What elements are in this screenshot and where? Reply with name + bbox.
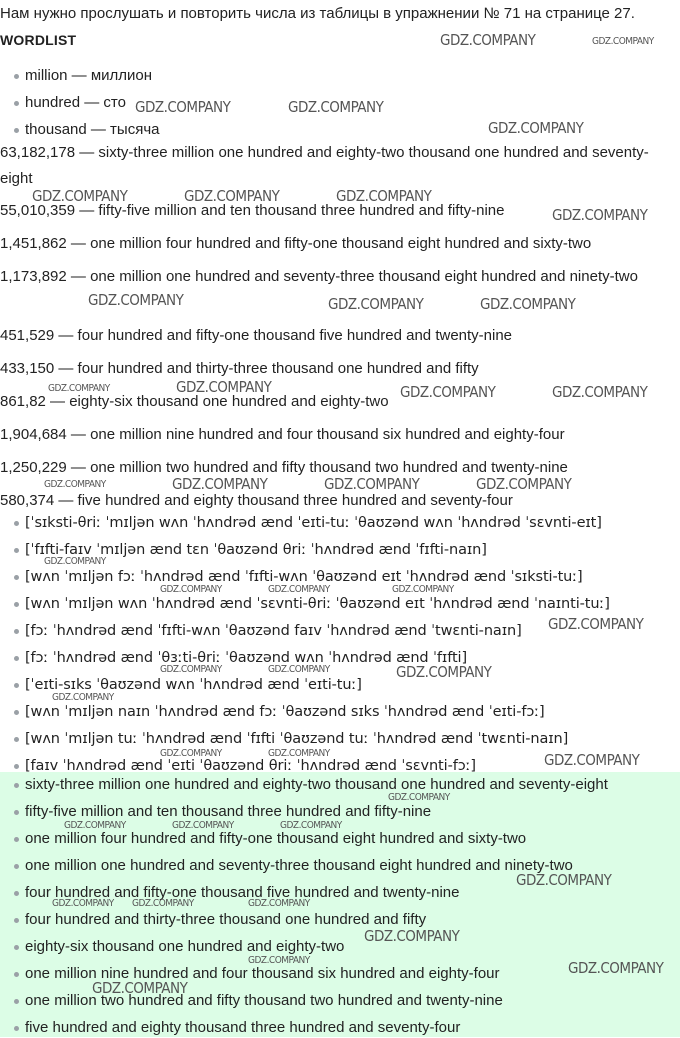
watermark: GDZ.COMPANY [248,955,310,966]
watermark: GDZ.COMPANY [288,98,384,116]
number-line: 1,904,684 — one million nine hundred and four thousand six hundred and eighty-four [0,426,565,443]
watermark: GDZ.COMPANY [440,31,536,49]
transcription-item: [ˈeɪti-sɪks ˈθaʊzənd wʌn ˈhʌndrəd ænd ˈeɪti-tuː] [25,677,362,693]
watermark: GDZ.COMPANY [160,664,222,675]
watermark: GDZ.COMPANY [516,871,612,889]
number-line: 1,173,892 — one million one hundred and seventy-three thousand eight hundred and ninety-two [0,268,638,285]
watermark: GDZ.COMPANY [160,584,222,595]
bullet [14,521,19,526]
watermark: GDZ.COMPANY [268,584,330,595]
bullet [14,945,19,950]
spelled-item: five hundred and eighty thousand three hundred and seventy-four [25,1019,461,1036]
transcription-item: [fɔː ˈhʌndrəd ænd ˈfɪfti-wʌn ˈθaʊzənd faɪv ˈhʌndrəd ænd ˈtwɛnti-naɪn] [25,623,522,639]
wordlist-item: million — миллион [25,67,153,84]
watermark: GDZ.COMPANY [268,664,330,675]
number-line: 1,250,229 — one million two hundred and fifty thousand two hundred and twenty-nine [0,459,568,476]
number-line: 1,451,862 — one million four hundred and fifty-one thousand eight hundred and sixty-two [0,235,592,252]
watermark: GDZ.COMPANY [268,748,330,759]
watermark: GDZ.COMPANY [32,187,128,205]
watermark: GDZ.COMPANY [592,36,654,47]
bullet [14,656,19,661]
bullet [14,101,19,106]
bullet [14,710,19,715]
watermark: GDZ.COMPANY [324,475,420,493]
intro-text: Нам нужно прослушать и повторить числа из таблицы в упражнении № 71 на странице 27. [0,5,635,22]
spelled-item: fifty-five million and ten thousand three hundred and fifty-nine [25,803,432,820]
spelled-item: one million nine hundred and four thousand six hundred and eighty-four [25,965,500,982]
bullet [14,629,19,634]
watermark: GDZ.COMPANY [52,898,114,909]
watermark: GDZ.COMPANY [172,475,268,493]
spelled-item: four hundred and thirty-three thousand one hundred and fifty [25,911,427,928]
watermark: GDZ.COMPANY [548,615,644,633]
watermark: GDZ.COMPANY [552,206,648,224]
watermark: GDZ.COMPANY [280,820,342,831]
number-line: 451,529 — four hundred and fifty-one thousand five hundred and twenty-nine [0,327,513,344]
bullet [14,891,19,896]
bullet [14,764,19,769]
bullet [14,128,19,133]
watermark: GDZ.COMPANY [476,475,572,493]
watermark: GDZ.COMPANY [172,820,234,831]
watermark: GDZ.COMPANY [160,748,222,759]
bullet [14,810,19,815]
watermark: GDZ.COMPANY [92,979,188,997]
bullet [14,972,19,977]
number-line: 861,82 — eighty-six thousand one hundred and eighty-two [0,393,389,410]
spelled-item: sixty-three million one hundred and eighty-two thousand one hundred and seventy-eight [25,776,608,793]
bullet [14,575,19,580]
spelled-item: one million two hundred and fifty thousand two hundred and twenty-nine [25,992,503,1009]
transcription-item: [wʌn ˈmɪljən naɪn ˈhʌndrəd ænd fɔː ˈθaʊzənd sɪks ˈhʌndrəd ænd ˈeɪti-fɔː] [25,704,545,720]
watermark: GDZ.COMPANY [568,959,664,977]
watermark: GDZ.COMPANY [248,898,310,909]
wordlist-heading: WORDLIST [0,32,77,48]
watermark: GDZ.COMPANY [44,479,106,490]
watermark: GDZ.COMPANY [480,295,576,313]
transcription-item: [ˈsɪksti-θriː ˈmɪljən wʌn ˈhʌndrəd ænd ˈeɪti-tuː ˈθaʊzənd wʌn ˈhʌndrəd ˈsɛvnti-eɪt] [25,515,602,531]
bullet [14,683,19,688]
watermark: GDZ.COMPANY [336,187,432,205]
bullet [14,783,19,788]
bullet [14,837,19,842]
wordlist-item: thousand — тысяча [25,121,160,138]
watermark: GDZ.COMPANY [52,692,114,703]
transcription-item: [faɪv ˈhʌndrəd ænd ˈeɪti ˈθaʊzənd θriː ˈhʌndrəd ænd ˈsɛvnti-fɔː] [25,758,476,774]
watermark: GDZ.COMPANY [48,383,110,394]
number-line: 433,150 — four hundred and thirty-three thousand one hundred and fifty [0,360,479,377]
bullet [14,74,19,79]
watermark: GDZ.COMPANY [364,927,460,945]
watermark: GDZ.COMPANY [132,898,194,909]
watermark: GDZ.COMPANY [328,295,424,313]
transcription-item: [wʌn ˈmɪljən fɔː ˈhʌndrəd ænd ˈfɪfti-wʌn ˈθaʊzənd eɪt ˈhʌndrəd ænd ˈsɪksti-tuː] [25,569,583,585]
spelled-item: one million one hundred and seventy-three thousand eight hundred and ninety-two [25,857,573,874]
bullet [14,602,19,607]
watermark: GDZ.COMPANY [400,383,496,401]
bullet [14,737,19,742]
watermark: GDZ.COMPANY [396,663,492,681]
watermark: GDZ.COMPANY [544,751,640,769]
watermark: GDZ.COMPANY [64,820,126,831]
bullet [14,1026,19,1031]
watermark: GDZ.COMPANY [488,119,584,137]
watermark: GDZ.COMPANY [184,187,280,205]
number-line: 55,010,359 — fifty-five million and ten thousand three hundred and fifty-nine [0,202,505,219]
watermark: GDZ.COMPANY [552,383,648,401]
watermark: GDZ.COMPANY [388,792,450,803]
number-line: 580,374 — five hundred and eighty thousand three hundred and seventy-four [0,492,513,509]
wordlist-item: hundred — сто [25,94,126,111]
watermark: GDZ.COMPANY [392,584,454,595]
bullet [14,918,19,923]
spelled-item: eighty-six thousand one hundred and eighty-two [25,938,345,955]
transcription-item: [ˈfɪfti-faɪv ˈmɪljən ænd tɛn ˈθaʊzənd θriː ˈhʌndrəd ænd ˈfɪfti-naɪn] [25,542,487,558]
watermark: GDZ.COMPANY [135,98,231,116]
number-line: 63,182,178 — sixty-three million one hundred and eighty-two thousand one hundred and seventy-eight [0,144,649,187]
transcription-item: [fɔː ˈhʌndrəd ænd ˈθɜːti-θriː ˈθaʊzənd wʌn ˈhʌndrəd ænd ˈfɪfti] [25,650,468,666]
spelled-item: four hundred and fifty-one thousand five hundred and twenty-nine [25,884,460,901]
bullet [14,548,19,553]
transcription-item: [wʌn ˈmɪljən tuː ˈhʌndrəd ænd ˈfɪfti ˈθaʊzənd tuː ˈhʌndrəd ænd ˈtwɛnti-naɪn] [25,731,569,747]
bullet [14,999,19,1004]
watermark: GDZ.COMPANY [44,556,106,567]
watermark: GDZ.COMPANY [88,291,184,309]
bullet [14,864,19,869]
spelled-item: one million four hundred and fifty-one thousand eight hundred and sixty-two [25,830,527,847]
transcription-item: [wʌn ˈmɪljən wʌn ˈhʌndrəd ænd ˈsɛvnti-θriː ˈθaʊzənd eɪt ˈhʌndrəd ænd ˈnaɪnti-tuː] [25,596,610,612]
watermark: GDZ.COMPANY [176,378,272,396]
